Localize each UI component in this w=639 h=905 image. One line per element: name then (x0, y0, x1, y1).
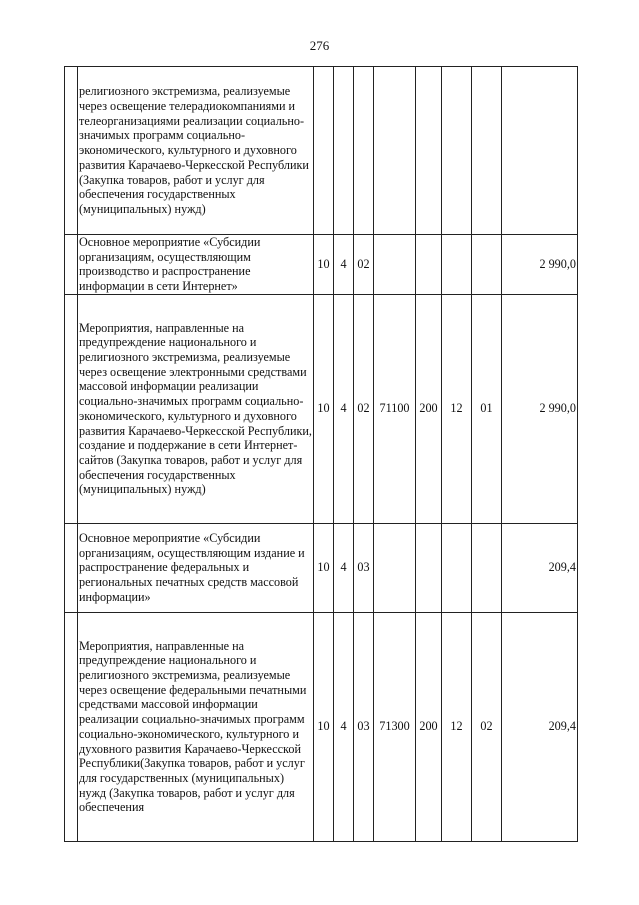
code-cell: 4 (334, 294, 354, 523)
code-cell (442, 523, 472, 612)
code-cell: 4 (334, 235, 354, 295)
code-cell: 200 (416, 612, 442, 841)
code-cell: 10 (314, 523, 334, 612)
code-cell (472, 67, 502, 235)
code-cell (374, 523, 416, 612)
row-number-cell (65, 67, 78, 235)
code-cell (442, 235, 472, 295)
row-number-cell (65, 523, 78, 612)
table-row (65, 235, 578, 295)
code-cell (334, 67, 354, 235)
amount-cell: 209,4 (502, 523, 578, 612)
code-cell (354, 67, 374, 235)
code-cell (416, 235, 442, 295)
row-number-cell (65, 294, 78, 523)
code-cell: 03 (354, 612, 374, 841)
code-cell: 4 (334, 612, 354, 841)
row-name-cell: Мероприятия, направленные на предупреждение национального и религиозного экстремизма, реализуемые через освещение федеральными печатными средствами массовой информации реализации социально-значимых программ социально-экономического, культурного и духовного развития Карачаево-Черкесской Республики(Закупка товаров, работ и услуг для государственных (муниципальных) нужд (Закупка товаров, работ и услуг для обеспечения (78, 612, 314, 841)
code-cell: 02 (354, 294, 374, 523)
code-cell: 10 (314, 294, 334, 523)
code-cell: 71300 (374, 612, 416, 841)
code-cell: 01 (472, 294, 502, 523)
code-cell: 4 (334, 523, 354, 612)
table-row (65, 612, 578, 841)
code-cell (416, 67, 442, 235)
amount-cell: 209,4 (502, 612, 578, 841)
row-number-cell (65, 612, 78, 841)
code-cell: 12 (442, 294, 472, 523)
code-cell: 02 (472, 612, 502, 841)
code-cell (416, 523, 442, 612)
code-cell: 10 (314, 612, 334, 841)
code-cell: 200 (416, 294, 442, 523)
amount-cell (502, 67, 578, 235)
code-cell: 71100 (374, 294, 416, 523)
row-number-cell (65, 235, 78, 295)
row-name-cell: Мероприятия, направленные на предупреждение национального и религиозного экстремизма, реализуемые через освещение электронными средствами массовой информации реализации социально-значимых программ социально-экономического, культурного и духовного развития Карачаево-Черкесской Республики, создание и поддержание в сети Интернет-сайтов (Закупка товаров, работ и услуг для обеспечения государственных (муниципальных) нужд) (78, 294, 314, 523)
row-name-cell: Основное мероприятие «Субсидии организациям, осуществляющим издание и распространение федеральных и региональных печатных средств массовой информации» (78, 523, 314, 612)
code-cell (472, 523, 502, 612)
code-cell (472, 235, 502, 295)
code-cell: 12 (442, 612, 472, 841)
page-number: 276 (309, 38, 330, 53)
table-row (65, 294, 578, 523)
amount-cell: 2 990,0 (502, 294, 578, 523)
code-cell (374, 67, 416, 235)
code-cell (442, 67, 472, 235)
code-cell: 10 (314, 235, 334, 295)
code-cell: 03 (354, 523, 374, 612)
budget-table (64, 66, 578, 842)
row-name-cell: Основное мероприятие «Субсидии организациям, осуществляющим производство и распространение информации в сети Интернет» (78, 235, 314, 295)
amount-cell: 2 990,0 (502, 235, 578, 295)
code-cell (374, 235, 416, 295)
row-name-cell: религиозного экстремизма, реализуемые через освещение телерадиокомпаниями и телеорганизациями реализации социально-значимых программ социально-экономического, культурного и духовного развития Карачаево-Черкесской Республики (Закупка товаров, работ и услуг для обеспечения государственных (муниципальных) нужд) (78, 67, 314, 235)
table-row (65, 67, 578, 235)
code-cell: 02 (354, 235, 374, 295)
code-cell (314, 67, 334, 235)
table-row (65, 523, 578, 612)
